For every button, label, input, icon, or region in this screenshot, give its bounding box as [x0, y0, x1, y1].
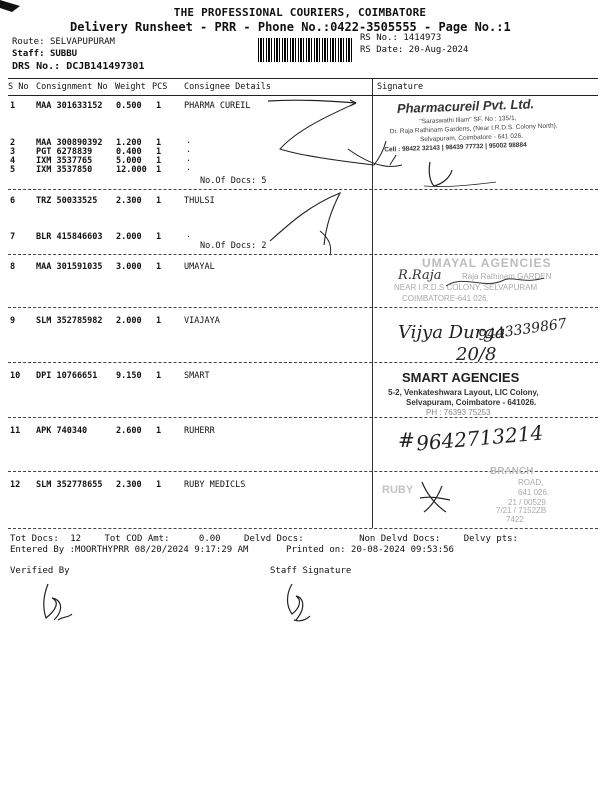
route-label: Route: [12, 37, 45, 47]
umayal-signature: R.Raja [398, 268, 442, 283]
drs-label: DRS No.: [12, 61, 61, 72]
row-consignee: UMAYAL [184, 262, 215, 272]
row-sno: 8 [10, 262, 16, 272]
smart-stamp-line: Selvapuram, Coimbatore - 641026. [406, 398, 537, 407]
row-divider [8, 362, 598, 363]
row-consignment: TRZ 50033525 [36, 196, 98, 206]
ruherr-mark: # [398, 428, 415, 452]
pharma-stamp-name: Pharmacureil Pvt. Ltd. [396, 96, 535, 117]
row-pcs: 1 [156, 232, 162, 242]
group-docs-count: No.Of Docs: 5 [200, 176, 267, 186]
row-weight: 2.000 [116, 232, 142, 242]
row-sno: 4 [10, 156, 16, 166]
row-sno: 11 [10, 426, 21, 436]
row-sno: 1 [10, 101, 16, 111]
row-sno: 12 [10, 480, 21, 490]
vijaya-signature: Vijya Durga [398, 322, 506, 343]
ruby-signature-drawing [416, 478, 456, 518]
col-sno: S No [8, 82, 29, 92]
row-pcs: 1 [156, 165, 162, 175]
group-docs-count: No.Of Docs: 2 [200, 241, 267, 251]
row-consignment: MAA 301591035 [36, 262, 103, 272]
umayal-signature-drawing [444, 270, 554, 300]
vijaya-phone: 9443339867 [477, 315, 568, 345]
row-sno: 5 [10, 165, 16, 175]
umayal-stamp-name: UMAYAL AGENCIES [422, 256, 552, 270]
umayal-stamp-line: COIMBATORE-641 026. [402, 294, 489, 303]
table-top-rule [8, 78, 598, 79]
row-pcs: 1 [156, 371, 162, 381]
row-pcs: 1 [156, 480, 162, 490]
company-title: THE PROFESSIONAL COURIERS, COIMBATORE [173, 6, 427, 19]
row-pcs: 1 [156, 147, 162, 157]
row-pcs: 1 [156, 156, 162, 166]
staff-signature-label: Staff Signature [270, 566, 352, 576]
table-bottom-rule [8, 528, 598, 529]
row-weight: 9.150 [116, 371, 142, 381]
row-consignment: MAA 301633152 [36, 101, 103, 111]
rs-date-label: RS Date: [360, 45, 404, 55]
umayal-stamp-line: Raja Rathinam GARDEN [462, 272, 552, 281]
ruby-stamp-name: RUBY [382, 484, 414, 496]
row-consignment: DPI 10766651 [36, 371, 98, 381]
vijaya-date: 20/8 [456, 344, 497, 365]
umayal-stamp-line: NEAR I.R.D.S COLONY, SELVAPURAM [394, 283, 538, 292]
verified-by-label: Verified By [10, 566, 70, 576]
row-pcs: 1 [156, 138, 162, 148]
row-weight: 0.500 [116, 101, 142, 111]
row-consignee: THULSI [184, 196, 215, 206]
row-sno: 3 [10, 147, 16, 157]
totals-line [10, 534, 518, 545]
row-consignee: RUHERR [184, 426, 215, 436]
row-pcs: 1 [156, 262, 162, 272]
smart-stamp [388, 370, 588, 416]
ruby-stamp-branch: BRANCH [490, 466, 534, 477]
row-consignment: MAA 300890392 [36, 138, 103, 148]
row-consignee: RUBY MEDICLS [184, 480, 246, 490]
staff-line [12, 49, 77, 59]
pharma-stamp-line: "Saraswathi Illam" SF. No : 135/1, [419, 114, 517, 126]
row-weight: 3.000 [116, 262, 142, 272]
row-consignee: . [186, 163, 192, 173]
smart-stamp-line: PH : 76393 75253 [426, 408, 491, 417]
pharma-stamp-line: Dr. Raja Rathinam Gardens, (Near I.R.D.S. Colony North), [389, 122, 558, 136]
route-value: SELVAPUPURAM [49, 37, 115, 47]
smart-stamp-name: SMART AGENCIES [402, 370, 520, 385]
row-weight: 2.300 [116, 480, 142, 490]
tot-cod-value: 0.00 [198, 534, 221, 544]
row-pcs: 1 [156, 196, 162, 206]
delvy-pts-label: Delvy pts: [463, 534, 518, 544]
rs-no-label: RS No.: [360, 33, 398, 43]
row-divider [8, 417, 598, 418]
ruherr-phone: 9642713214 [415, 420, 545, 456]
tot-cod-label: Tot COD Amt: [104, 534, 170, 544]
row-weight: 2.300 [116, 196, 142, 206]
row-consignment: SLM 352778655 [36, 480, 103, 490]
drs-value: DCJB141497301 [66, 61, 145, 72]
col-weight: Weight [115, 82, 146, 92]
verified-signature-drawing [30, 580, 80, 630]
runsheet-title: Delivery Runsheet - PRR - Phone No.:0422-3505555 - Page No.:1 [70, 20, 511, 34]
ruby-stamp-line: 7/21 / 7152ZB [496, 506, 547, 515]
row-weight: 5.000 [116, 156, 142, 166]
row-weight: 1.200 [116, 138, 142, 148]
row-consignment: IXM 3537850 [36, 165, 93, 175]
staff-label: Staff: [12, 49, 45, 59]
printed-on: Printed on: 20-08-2024 09:53:56 [286, 545, 454, 555]
entered-by: Entered By :MOORTHYPRR 08/20/2024 9:17:29 AM [10, 545, 249, 555]
row-consignment: SLM 352785982 [36, 316, 103, 326]
row-sno: 9 [10, 316, 16, 326]
row-consignee: PHARMA CUREIL [184, 101, 251, 111]
row-sno: 6 [10, 196, 16, 206]
row-pcs: 1 [156, 101, 162, 111]
staff-signature-drawing [278, 580, 318, 630]
rs-no-line [360, 33, 441, 43]
pharma-signature-drawing [420, 158, 500, 190]
row-pcs: 1 [156, 316, 162, 326]
row-divider [8, 307, 598, 308]
col-consignee: Consignee Details [184, 82, 271, 92]
ruby-stamp-line: 7422 [506, 515, 524, 524]
ruby-stamp [378, 462, 592, 526]
pharma-stamp-line: Cell : 98422 32143 | 98439 77732 | 95002 98884 [384, 141, 527, 154]
tot-docs-label: Tot Docs: [10, 534, 59, 544]
row-weight: 12.000 [116, 165, 147, 175]
col-signature: Signature [377, 82, 424, 92]
row-consignee: . [186, 136, 192, 146]
non-delvd-docs-label: Non Delvd Docs: [359, 534, 441, 544]
ruby-stamp-line: 641 026. [518, 488, 550, 497]
row-consignee: . [186, 230, 192, 240]
row-consignment: APK 740340 [36, 426, 88, 436]
row-weight: 2.000 [116, 316, 142, 326]
row-sno: 7 [10, 232, 16, 242]
row-consignee: . [186, 145, 192, 155]
row-consignee: SMART [184, 371, 210, 381]
barcode [258, 38, 354, 62]
row-consignment: PGT 6278839 [36, 147, 93, 157]
col-consignment: Consignment No [36, 82, 108, 92]
route-line [12, 37, 115, 47]
row-weight: 0.400 [116, 147, 142, 157]
row-sno: 2 [10, 138, 16, 148]
col-pcs: PCS [152, 82, 168, 92]
tot-docs-value: 12 [70, 534, 82, 544]
row-consignment: IXM 3537765 [36, 156, 93, 166]
ruby-stamp-line: ROAD, [518, 478, 544, 487]
row-weight: 2.600 [116, 426, 142, 436]
rs-date-line [360, 45, 468, 55]
ruby-stamp-line: 21 / 00529 [508, 498, 546, 507]
rs-date-value: 20-Aug-2024 [408, 45, 469, 55]
row-pcs: 1 [156, 426, 162, 436]
row-consignee: VIAJAYA [184, 316, 220, 326]
delvd-docs-label: Delvd Docs: [244, 534, 304, 544]
smart-stamp-line: 5-2, Venkateshwara Layout, LIC Colony, [388, 388, 539, 397]
row-sno: 10 [10, 371, 21, 381]
rs-no-value: 1414973 [403, 33, 442, 43]
pharma-stamp-line: Selvapuram, Coimbatore - 641 026. [419, 132, 524, 144]
drs-line [12, 61, 144, 72]
staff-value: SUBBU [49, 49, 78, 59]
row-consignment: BLR 415846603 [36, 232, 103, 242]
row-consignee: . [186, 154, 192, 164]
